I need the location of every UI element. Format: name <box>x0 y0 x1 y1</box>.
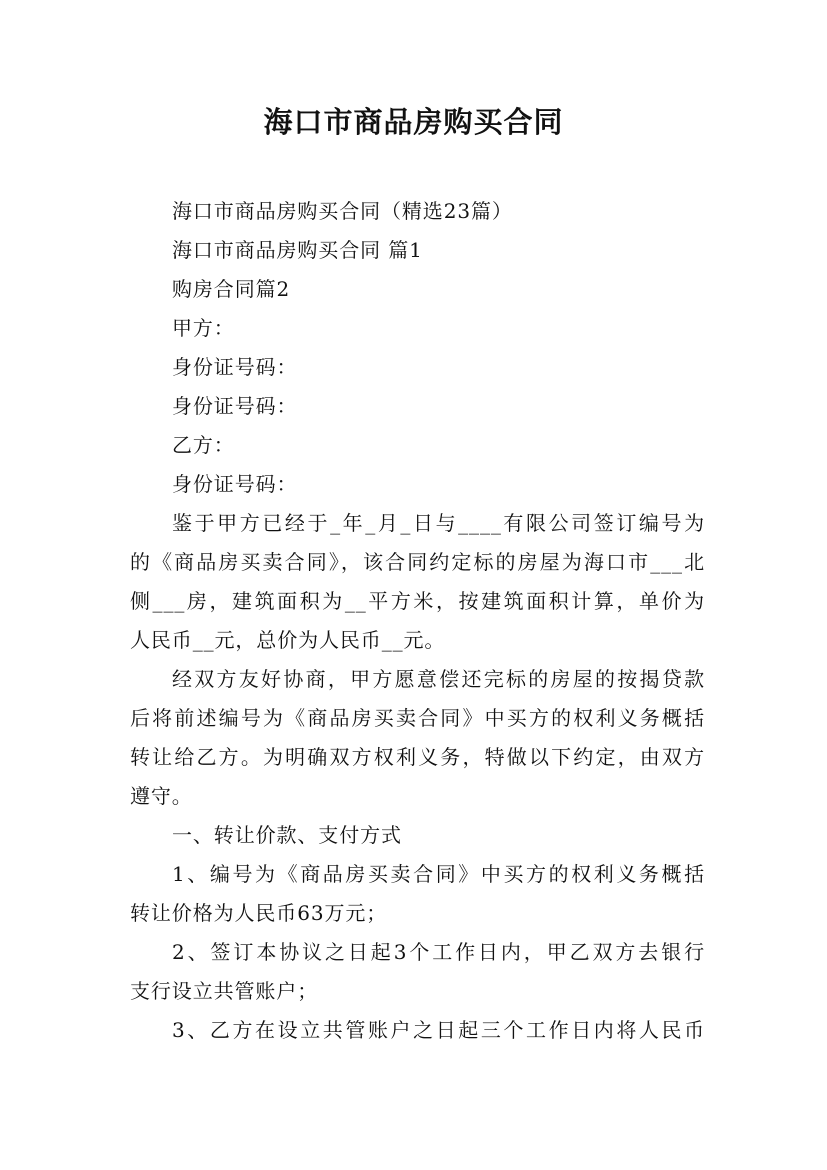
id-number-label: 身份证号码： <box>172 472 298 496</box>
paragraph-line: 1、编号为《商品房买卖合同》中买方的权利义务概括 <box>172 862 705 886</box>
document-title: 海口市商品房购买合同 <box>263 105 564 139</box>
paragraph-background <box>130 504 705 660</box>
paragraph-agreement <box>130 660 705 816</box>
id-number-label: 身份证号码： <box>172 355 298 379</box>
paragraph-line: 3、乙方在设立共管账户之日起三个工作日内将人民币 <box>172 1018 705 1042</box>
text-line-subtitle: 海口市商品房购买合同（精选23篇） <box>172 199 513 223</box>
document-body <box>130 192 705 1050</box>
clause-3 <box>130 1011 705 1050</box>
paragraph-line: 的《商品房买卖合同》，该合同约定标的房屋为海口市___北 <box>130 550 705 574</box>
text-line-contract-heading: 购房合同篇2 <box>172 277 291 301</box>
paragraph-line: 遵守。 <box>130 784 193 808</box>
clause-2 <box>130 933 705 1011</box>
paragraph-line: 侧___房，建筑面积为__平方米，按建筑面积计算，单价为 <box>130 589 705 613</box>
paragraph-line: 后将前述编号为《商品房买卖合同》中买方的权利义务概括 <box>130 706 705 730</box>
text-line-section-heading: 海口市商品房购买合同 篇1 <box>172 238 423 262</box>
clause-1 <box>130 855 705 933</box>
id-number-label: 身份证号码： <box>172 394 298 418</box>
paragraph-line: 鉴于甲方已经于_年_月_日与____有限公司签订编号为 <box>172 511 705 535</box>
paragraph-line: 2、签订本协议之日起3个工作日内，甲乙双方去银行 <box>172 940 705 964</box>
paragraph-line: 经双方友好协商，甲方愿意偿还完标的房屋的按揭贷款 <box>172 667 705 691</box>
paragraph-line: 支行设立共管账户； <box>130 979 319 1003</box>
party-b-label: 乙方： <box>172 433 235 457</box>
paragraph-line: 转让给乙方。为明确双方权利义务，特做以下约定，由双方 <box>130 745 705 769</box>
party-a-label: 甲方： <box>172 316 235 340</box>
paragraph-line: 转让价格为人民币63万元； <box>130 901 388 925</box>
section-heading-payment: 一、转让价款、支付方式 <box>172 823 402 847</box>
paragraph-line: 人民币__元，总价为人民币__元。 <box>130 628 446 652</box>
